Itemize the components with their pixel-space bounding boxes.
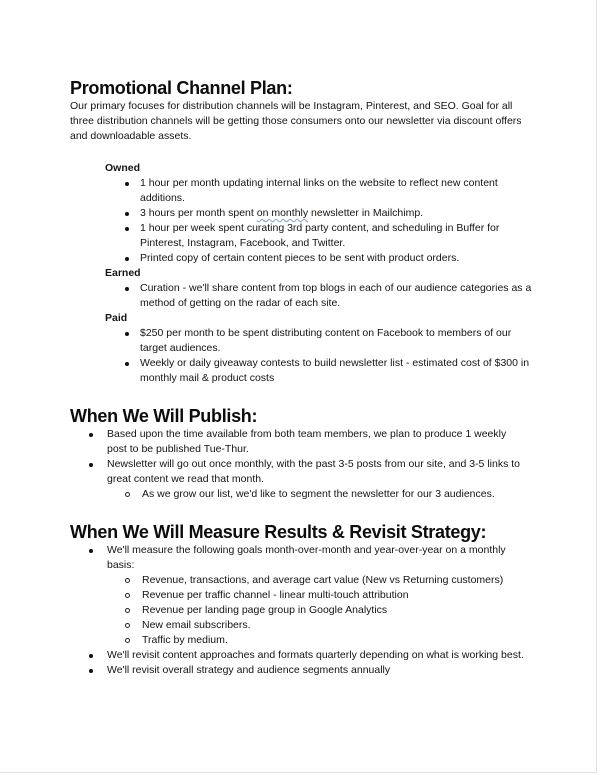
heading-measure-results-revisit-strategy: When We Will Measure Results & Revisit Strategy: (70, 522, 487, 542)
bullet-icon (125, 257, 129, 261)
measure-subbullet-1: Revenue, transactions, and average cart value (New vs Returning customers) (70, 573, 534, 588)
bullet-icon (89, 654, 93, 658)
bullet-icon (89, 463, 93, 467)
measure-subbullet-2: Revenue per traffic channel - linear multi-touch attribution (70, 588, 534, 603)
measure-bullet-1: We'll measure the following goals month-over-month and year-over-year on a monthly basis: (70, 543, 534, 573)
paid-bullet-2: Weekly or daily giveaway contests to build newsletter list - estimated cost of $300 in monthly mail & product costs (70, 356, 534, 386)
publish-subbullet-1: As we grow our list, we'd like to segment the newsletter for our 3 audiences. (70, 487, 534, 502)
owned-label: Owned (105, 162, 141, 174)
heading-promotional-channel-plan: Promotional Channel Plan: (70, 78, 293, 98)
measure-subbullet-5: Traffic by medium. (70, 633, 534, 648)
owned-bullet-1: 1 hour per month updating internal links on the website to reflect new content additions. (70, 176, 534, 206)
measure-bullet-2: We'll revisit content approaches and formats quarterly depending on what is working best. (70, 648, 534, 663)
hollow-bullet-icon (125, 492, 130, 497)
hollow-bullet-icon (125, 578, 130, 583)
paid-bullet-1: $250 per month to be spent distributing content on Facebook to members of our target audiences. (70, 326, 534, 356)
hollow-bullet-icon (125, 638, 130, 643)
heading-when-we-will-publish: When We Will Publish: (70, 406, 258, 426)
owned-bullet-3: 1 hour per week spent curating 3rd party content, and scheduling in Buffer for Pinterest, Instagram, Facebook, and Twitter. (70, 221, 534, 251)
bullet-icon (125, 212, 129, 216)
earned-label: Earned (105, 267, 141, 279)
measure-subbullet-4: New email subscribers. (70, 618, 534, 633)
publish-bullet-1: Based upon the time available from both team members, we plan to produce 1 weekly post to be published Tue-Thur. (70, 427, 534, 457)
bullet-icon (125, 182, 129, 186)
measure-bullet-3: We'll revisit overall strategy and audience segments annually (70, 663, 534, 678)
hollow-bullet-icon (125, 608, 130, 613)
paid-label: Paid (105, 312, 128, 324)
owned-bullet-2 (70, 206, 534, 221)
owned-bullet-2-post: newsletter in Mailchimp. (308, 207, 424, 219)
bullet-icon (125, 332, 129, 336)
publish-bullet-2: Newsletter will go out once monthly, with the past 3-5 posts from our site, and 3-5 links to great content we read that month. (70, 457, 534, 487)
document-content (70, 78, 534, 678)
grammar-suggestion[interactable]: on monthly (256, 207, 309, 219)
hollow-bullet-icon (125, 593, 130, 598)
page-edge-bottom (0, 772, 597, 773)
bullet-icon (89, 549, 93, 553)
bullet-icon (89, 669, 93, 673)
bullet-icon (125, 227, 129, 231)
hollow-bullet-icon (125, 623, 130, 628)
earned-bullet-1: Curation - we'll share content from top blogs in each of our audience categories as a method of getting on the radar of each site. (70, 281, 534, 311)
bullet-icon (89, 433, 93, 437)
page-edge-right (596, 0, 597, 772)
bullet-icon (125, 287, 129, 291)
owned-bullet-4: Printed copy of certain content pieces to be sent with product orders. (70, 251, 534, 266)
intro-paragraph: Our primary focuses for distribution channels will be Instagram, Pinterest, and SEO. Goal for all three distribution channels will be getting those consumers onto our newsletter via discount offers and downloadable assets. (70, 100, 522, 142)
owned-bullet-2-pre: 3 hours per month spent (140, 207, 257, 219)
bullet-icon (125, 362, 129, 366)
measure-subbullet-3: Revenue per landing page group in Google Analytics (70, 603, 534, 618)
